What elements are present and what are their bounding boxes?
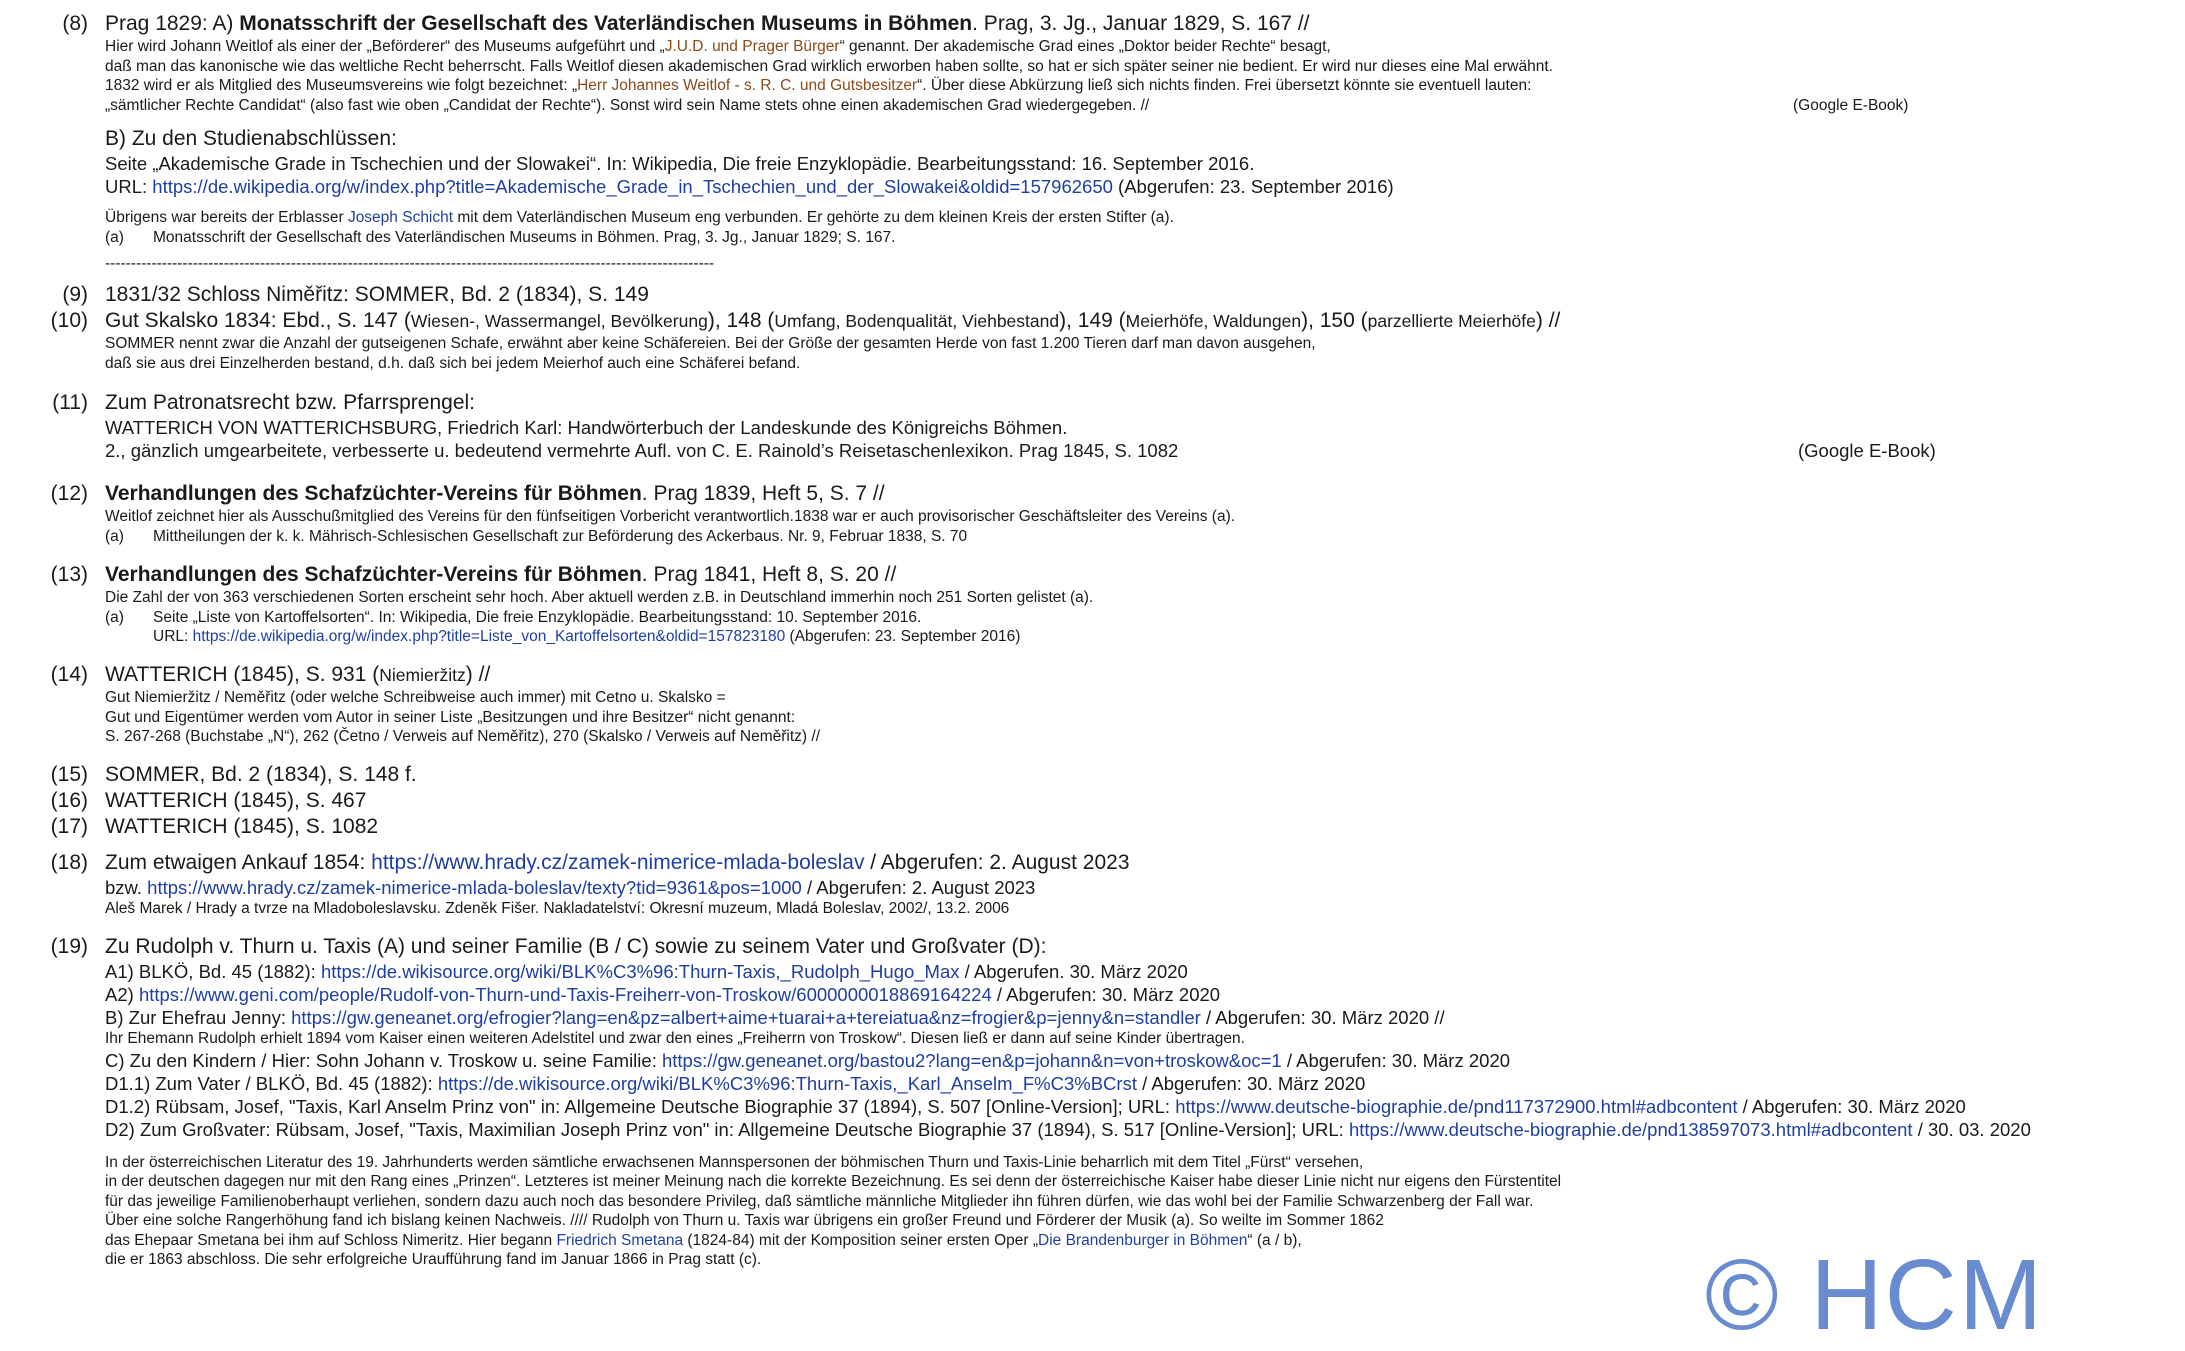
text: bzw. (105, 877, 148, 898)
reference-link[interactable]: https://de.wikisource.org/wiki/BLK%C3%96:Thurn-Taxis,_Rudolph_Hugo_Max (320, 961, 960, 982)
footnote-number: (17) (50, 815, 88, 838)
footnote-number: (16) (50, 789, 88, 812)
source-title: Verhandlungen des Schafzüchter-Vereins für Böhmen (105, 563, 642, 586)
reference-link[interactable]: https://de.wikipedia.org/w/index.php?title=Akademische_Grade_in_Tschechien_und_der_Slowakei&oldid=157962650 (152, 176, 1113, 197)
text: 2., gänzlich umgearbeitete, verbesserte u. bedeutend vermehrte Aufl. von C. E. Rainold’s Reisetaschenlexikon. Prag 1845, S. 1082 (105, 440, 1179, 461)
text: / Abgerufen: 30. März 2020 // (1200, 1007, 1445, 1028)
note-line: Weitlof zeichnet hier als Ausschußmitglied des Vereins für den fünfseitigen Vorbericht verantwortlich.1838 war er auch provisorischer Geschäftsleiter des Vereins (a). (105, 508, 1236, 525)
footnote-body (105, 850, 2175, 919)
note-line (105, 37, 2175, 57)
note-line: die er 1863 abschloss. Die sehr erfolgreiche Uraufführung fand im Januar 1866 in Prag statt (c). (105, 1251, 762, 1268)
footnote-body (105, 11, 2175, 274)
footnote-heading: Zum Patronatsrecht bzw. Pfarrsprengel: (105, 391, 475, 414)
opera-link[interactable]: Die Brandenburger in Böhmen (1038, 1231, 1248, 1249)
footnote-number: (11) (52, 391, 88, 414)
text: Hier wird Johann Weitlof als einer der „Beförderer“ des Museums aufgeführt und „ (105, 38, 665, 55)
reference-line (105, 1095, 2175, 1118)
footnote-heading (105, 481, 2175, 507)
note-line: Ihr Ehemann Rudolph erhielt 1894 vom Kaiser einen weiteren Adelstitel und zwar den eines „Freiherrn von Troskow“. Diesen ließ er dann auf seine Kinder übertragen. (105, 1030, 1245, 1047)
note-line: in der deutschen dagegen nur mit den Rang eines „Prinzen“. Letzteres ist meiner Meinung nach die korrekte Bezeichnung. Es sei denn der österreichische Kaiser habe dieser Linie nicht nur eigens den Fürstentitel (105, 1173, 1562, 1190)
note-line: Über eine solche Rangerhöhung fand ich bislang keinen Nachweis. //// Rudolph von Thurn u. Taxis war übrigens ein großer Freund und Förderer der Musik (a). So weilte im Sommer 1862 (105, 1212, 1384, 1229)
source-title: Monatsschrift der Gesellschaft des Vaterländischen Museums in Böhmen (239, 12, 973, 35)
text: A2) (105, 984, 139, 1005)
text: “. Über diese Abkürzung ließ sich nichts finden. Frei übersetzt könnte sie eventuell lauten: (917, 77, 1532, 94)
note-line (105, 208, 2175, 228)
footnote-number: (14) (50, 663, 88, 686)
quoted-title: J.U.D. und Prager Bürger (664, 38, 840, 55)
text: B) Zur Ehefrau Jenny: (105, 1007, 292, 1028)
footnote-body (105, 814, 2175, 840)
note-line: S. 267-268 (Buchstabe „N“), 262 (Četno / Verweis auf Neměřitz), 270 (Skalsko / Verweis auf Neměřitz) // (105, 728, 821, 745)
text: D2) Zum Großvater: Rübsam, Josef, "Taxis, Maximilian Joseph Prinz von" in: Allgemeine Deutsche Biographie 37 (1894), S. 517 [Online-Version]; URL: (105, 1118, 1349, 1140)
note-line: daß sie aus drei Einzelherden bestand, d.h. daß sich bei jedem Meierhof auch eine Schäferei befand. (105, 354, 801, 372)
note-line: für das jeweilige Familienoberhaupt verliehen, sondern dazu auch noch das besondere Privileg, daß sämtliche männliche Mitglieder ihn führen dürfen, wie das wohl bei der Familie Schwarzenberg der Fall war. (105, 1192, 1534, 1210)
footnote-body (105, 282, 2175, 308)
text: Umfang, Bodenqualität, Viehbestand (774, 311, 1060, 331)
text: Seite „Liste von Kartoffelsorten“. In: Wikipedia, Die freie Enzyklopädie. Bearbeitungsstand: 10. September 2016. (153, 608, 922, 626)
note-line (105, 627, 2175, 647)
source-note: (Google E-Book) (1798, 440, 1936, 461)
text: D1.1) Zum Vater / BLKÖ, Bd. 45 (1882): (105, 1072, 438, 1094)
note-line (105, 76, 2175, 96)
text: . Prag 1839, Heft 5, S. 7 // (641, 482, 885, 505)
reference-link[interactable]: https://gw.geneanet.org/bastou2?lang=en&p=johann&n=von+troskow&oc=1 (661, 1049, 1282, 1071)
text: / Abgerufen: 30. März 2020 (1737, 1095, 1966, 1117)
reference-link[interactable]: https://www.hrady.cz/zamek-nimerice-mlada-boleslav (371, 851, 865, 874)
note-line (105, 96, 2175, 116)
text: ), 149 ( (1059, 309, 1126, 332)
note-line: In der österreichischen Literatur des 19. Jahrhunderts werden sämtliche erwachsenen Mannspersonen der böhmischen Thurn und Taxis-Linie beharrlich mit dem Titel „Fürst“ versehen, (105, 1153, 1364, 1171)
quoted-title: Herr Johannes Weitlof - s. R. C. und Gutsbesitzer (577, 77, 918, 94)
reference-line (105, 1049, 2175, 1072)
note-line (105, 228, 2175, 248)
reference-line (105, 960, 2175, 983)
reference-line (105, 1118, 2175, 1141)
reference-line: WATTERICH VON WATTERICHSBURG, Friedrich Karl: Handwörterbuch der Landeskunde des Königreichs Böhmen. (105, 417, 1068, 438)
footnote-heading (105, 11, 2175, 37)
reference-link[interactable]: https://www.hrady.cz/zamek-nimerice-mlada-boleslav/texty?tid=9361&pos=1000 (147, 877, 802, 898)
copyright-watermark: © HCM (1705, 1239, 2045, 1351)
footnote-number: (13) (50, 563, 88, 586)
note-line: Gut und Eigentümer werden vom Autor in seiner Liste „Besitzungen und ihre Besitzer“ nicht genannt: (105, 708, 796, 726)
text: Monatsschrift der Gesellschaft des Vaterländischen Museums in Böhmen. Prag, 3. Jg., Januar 1829; S. 167. (153, 228, 896, 246)
footnote-text (105, 662, 2175, 688)
text: ) // (1535, 309, 1561, 332)
text: / Abgerufen: 30. März 2020 (991, 984, 1221, 1005)
reference-link[interactable]: https://www.geni.com/people/Rudolf-von-Thurn-und-Taxis-Freiherr-von-Troskow/6000000018869164224 (138, 984, 992, 1005)
footnote-text: WATTERICH (1845), S. 1082 (105, 815, 379, 838)
subnote-marker: (a) (105, 228, 124, 246)
footnote-text: SOMMER, Bd. 2 (1834), S. 148 f. (105, 763, 417, 786)
footnote-number: (19) (50, 935, 88, 958)
text: (1824-84) mit der Komposition seiner ersten Oper „ (683, 1231, 1039, 1249)
text: / Abgerufen: 2. August 2023 (864, 851, 1130, 874)
text: Übrigens war bereits der Erblasser (105, 209, 348, 226)
text: 1832 wird er als Mitglied des Museumsvereins wie folgt bezeichnet: „ (105, 77, 578, 94)
note-line: Die Zahl der von 363 verschiedenen Sorten erscheint sehr hoch. Aber aktuell werden z.B. in Deutschland immerhin noch 251 Sorten gelistet (a). (105, 589, 1094, 606)
subnote-marker: (a) (105, 608, 124, 626)
text: ), 150 ( (1301, 309, 1368, 332)
divider-line: ---------------------------------------------------------------------------------------------------------------------- (105, 255, 715, 272)
note-line: Aleš Marek / Hrady a tvrze na Mladoboleslavsku. Zdeněk Fišer. Nakladatelství: Okresní muzeum, Mladá Boleslav, 2002/, 13.2. 2006 (105, 900, 1010, 917)
note-line: Gut Niemieržitz / Neměřitz (oder welche Schreibweise auch immer) mit Cetno u. Skalsko = (105, 689, 726, 706)
source-title: Verhandlungen des Schafzüchter-Vereins für Böhmen (105, 482, 642, 505)
text: D1.2) Rübsam, Josef, "Taxis, Karl Anselm Prinz von" in: Allgemeine Deutsche Biographie 37 (1894), S. 507 [Online-Version]; URL: (105, 1095, 1176, 1117)
footnote-number: (18) (50, 851, 88, 874)
text: Gut Skalsko 1834: Ebd., S. 147 ( (105, 309, 411, 332)
footnote-number: (15) (50, 763, 88, 786)
footnote-number: (9) (62, 283, 88, 306)
footnote-number: (8) (62, 12, 88, 35)
footnote-text (105, 308, 2175, 334)
text: / 30. 03. 2020 (1912, 1118, 2031, 1140)
footnote-text: WATTERICH (1845), S. 467 (105, 789, 367, 812)
footnote-body (105, 762, 2175, 788)
text: Mittheilungen der k. k. Mährisch-Schlesischen Gesellschaft zur Beförderung des Ackerbaus. Nr. 9, Februar 1838, S. 70 (153, 527, 968, 545)
note-line: SOMMER nennt zwar die Anzahl der gutseigenen Schafe, erwähnt aber keine Schäfereien. Bei der Größe der gesamten Herde von fast 1.200 Tieren darf man davon ausgehen, (105, 335, 1316, 352)
reference-line (105, 983, 2175, 1006)
reference-line (105, 1006, 2175, 1029)
source-note: (Google E-Book) (1793, 96, 1909, 114)
reference-link[interactable]: https://www.deutsche-biographie.de/pnd117372900.html#adbcontent (1175, 1095, 1738, 1117)
person-link[interactable]: Joseph Schicht (347, 209, 454, 226)
text: A1) BLKÖ, Bd. 45 (1882): (105, 961, 321, 982)
reference-line (105, 175, 2175, 198)
reference-link[interactable]: https://www.deutsche-biographie.de/pnd138597073.html#adbcontent (1348, 1118, 1913, 1140)
note-line (105, 527, 2175, 547)
footnote-number: (10) (50, 309, 88, 332)
reference-line: Seite „Akademische Grade in Tschechien und der Slowakei“. In: Wikipedia, Die freie Enzyklopädie. Bearbeitungsstand: 16. September 2016. (105, 153, 1255, 174)
text: . Prag 1841, Heft 8, S. 20 // (641, 563, 897, 586)
text: ), 148 ( (707, 309, 775, 332)
note-line (105, 608, 2175, 628)
footnote-text (105, 850, 2175, 876)
text: Wiesen-, Wassermangel, Bevölkerung (410, 311, 708, 331)
footnote-body (105, 562, 2175, 647)
subnote-marker: (a) (105, 527, 124, 545)
footnote-body (105, 788, 2175, 814)
text: URL: (153, 628, 193, 645)
text: Niemieržitz (379, 665, 466, 685)
text: Meierhöfe, Waldungen (1125, 311, 1302, 331)
text: C) Zu den Kindern / Hier: Sohn Johann v. Troskow u. seine Familie: (105, 1049, 662, 1071)
footnote-body (105, 308, 2175, 373)
footnote-heading: Zu Rudolph v. Thurn u. Taxis (A) und seiner Familie (B / C) sowie zu seinem Vater und Großvater (D): (105, 935, 1047, 958)
reference-link[interactable]: https://de.wikipedia.org/w/index.php?title=Liste_von_Kartoffelsorten&oldid=157823180 (192, 628, 786, 645)
text: / Abgerufen: 30. März 2020 (1281, 1049, 1511, 1071)
text: WATTERICH (1845), S. 931 ( (105, 663, 380, 686)
text: mit dem Vaterländischen Museum eng verbunden. Er gehörte zu dem kleinen Kreis der ersten Stifter (a). (453, 209, 1174, 226)
footnote-number: (12) (50, 482, 88, 505)
text: „sämtlicher Rechte Candidat“ (also fast wie oben „Candidat der Rechte“). Sonst wird sein Name stets ohne einen akademischen Grad wiedergegeben. // (105, 96, 1150, 114)
heading-prefix: Prag 1829: A) (105, 12, 240, 35)
heading-suffix: . Prag, 3. Jg., Januar 1829, S. 167 // (972, 12, 1310, 35)
reference-link[interactable]: https://de.wikisource.org/wiki/BLK%C3%96:Thurn-Taxis,_Karl_Anselm_F%C3%BCrst (437, 1072, 1137, 1094)
footnote-text: 1831/32 Schloss Niměřitz: SOMMER, Bd. 2 (1834), S. 149 (105, 283, 649, 306)
footnote-body (105, 934, 2175, 1270)
subheading: B) Zu den Studienabschlüssen: (105, 127, 397, 150)
text: / Abgerufen: 2. August 2023 (801, 877, 1036, 898)
reference-link[interactable]: https://gw.geneanet.org/efrogier?lang=en&pz=albert+aime+tuarai+a+tereiatua&nz=frogier&p=jenny&n=standler (291, 1007, 1201, 1028)
reference-line (105, 876, 2175, 899)
text: / Abgerufen. 30. März 2020 (959, 961, 1188, 982)
text: “ genannt. Der akademische Grad eines „Doktor beider Rechte“ besagt, (839, 38, 1331, 55)
text: parzellierte Meierhöfe (1367, 311, 1536, 331)
text: “ (a / b), (1247, 1231, 1302, 1249)
text: URL: (105, 176, 153, 197)
reference-line (105, 1072, 2175, 1095)
person-link[interactable]: Friedrich Smetana (556, 1231, 684, 1249)
text: (Abgerufen: 23. September 2016) (785, 628, 1021, 645)
text: Zum etwaigen Ankauf 1854: (105, 851, 372, 874)
text: ) // (465, 663, 491, 686)
text: / Abgerufen: 30. März 2020 (1136, 1072, 1366, 1094)
text: (Abgerufen: 23. September 2016) (1112, 176, 1394, 197)
footnote-body (105, 662, 2175, 747)
footnote-body (105, 390, 2175, 462)
note-line: daß man das kanonische wie das weltliche Recht beherrscht. Falls Weitlof diesen akademischen Grad wirklich erworben haben sollte, so hat er sich später seiner nie bedient. Er wird nur dieses eine Mal erwähnt. (105, 57, 1553, 75)
footnote-heading (105, 562, 2175, 588)
text: das Ehepaar Smetana bei ihm auf Schloss Nimeritz. Hier begann (105, 1231, 557, 1249)
footnote-body (105, 481, 2175, 546)
reference-line (105, 439, 2175, 462)
